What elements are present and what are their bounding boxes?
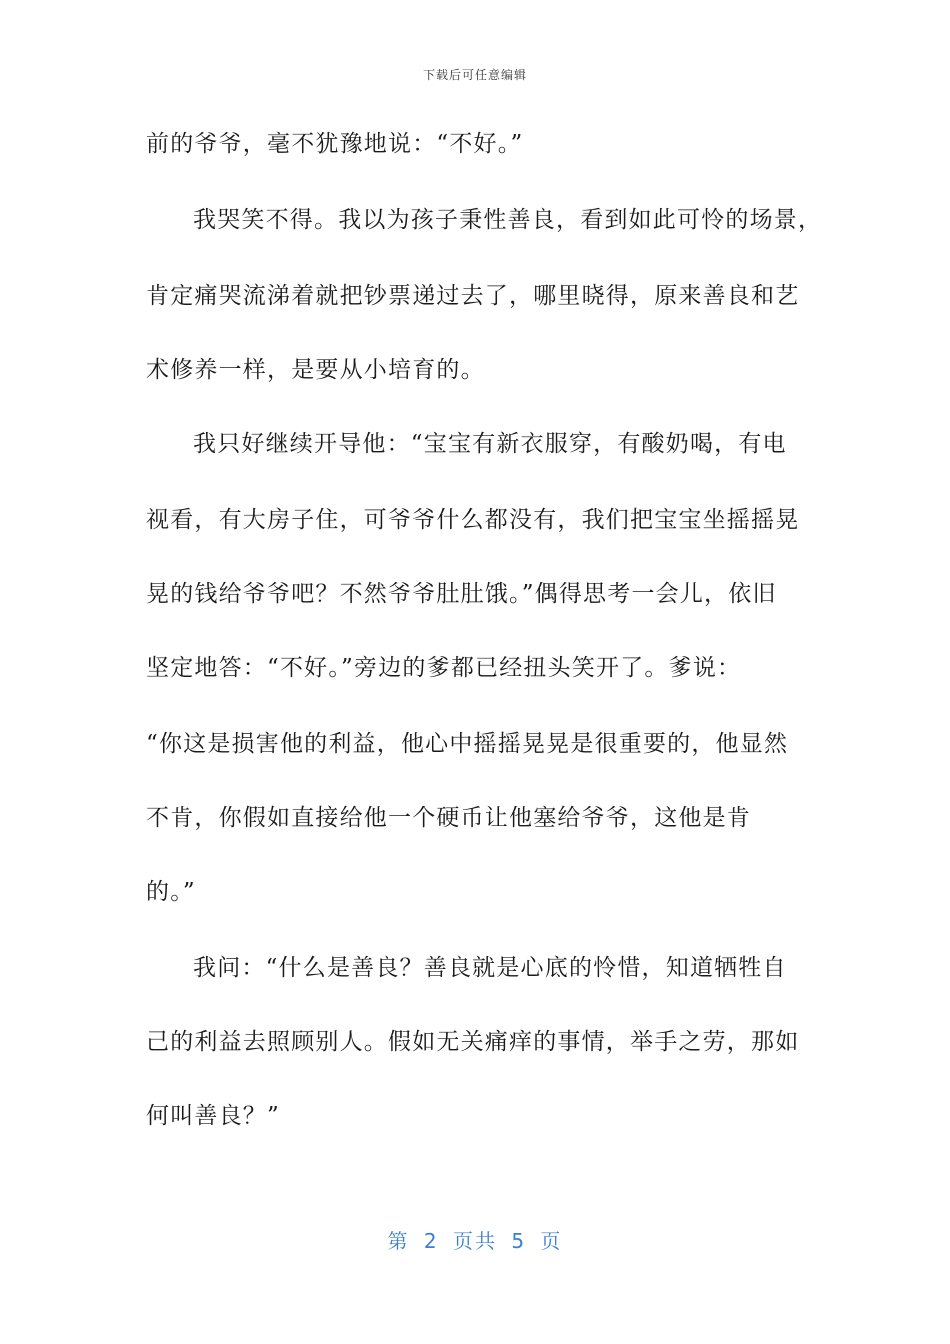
text-line: 前的爷爷，毫不犹豫地说：“不好。” bbox=[146, 131, 524, 157]
text-line: “你这是损害他的利益，他心中摇摇晃晃是很重要的，他显然 bbox=[146, 731, 789, 757]
text-line: 我哭笑不得。我以为孩子秉性善良，看到如此可怜的场景， bbox=[193, 207, 823, 233]
text-line: 不肯，你假如直接给他一个硬币让他塞给爷爷，这他是肯 bbox=[146, 805, 751, 831]
text-line: 术修养一样，是要从小培育的。 bbox=[146, 357, 485, 383]
text-line: 我问：“什么是善良？善良就是心底的怜惜，知道牺牲自 bbox=[193, 955, 787, 981]
text-line: 我只好继续开导他：“宝宝有新衣服穿，有酸奶喝，有电 bbox=[193, 431, 787, 457]
page-number-footer: 第 2 页共 5 页 bbox=[387, 1229, 563, 1253]
text-line: 视看，有大房子住，可爷爷什么都没有，我们把宝宝坐摇摇晃 bbox=[146, 507, 800, 533]
text-line: 肯定痛哭流涕着就把钞票递过去了，哪里晓得，原来善良和艺 bbox=[146, 283, 800, 309]
page-header-note: 下载后可任意编辑 bbox=[422, 68, 527, 82]
text-line: 的。” bbox=[146, 879, 196, 905]
text-line: 己的利益去照顾别人。假如无关痛痒的事情，举手之劳，那如 bbox=[146, 1029, 800, 1055]
text-line: 何叫善良？” bbox=[146, 1103, 280, 1129]
text-line: 坚定地答：“不好。”旁边的爹都已经扭头笑开了。爹说： bbox=[146, 655, 742, 681]
text-line: 晃的钱给爷爷吧？不然爷爷肚肚饿。”偶得思考一会儿，依旧 bbox=[146, 581, 777, 607]
